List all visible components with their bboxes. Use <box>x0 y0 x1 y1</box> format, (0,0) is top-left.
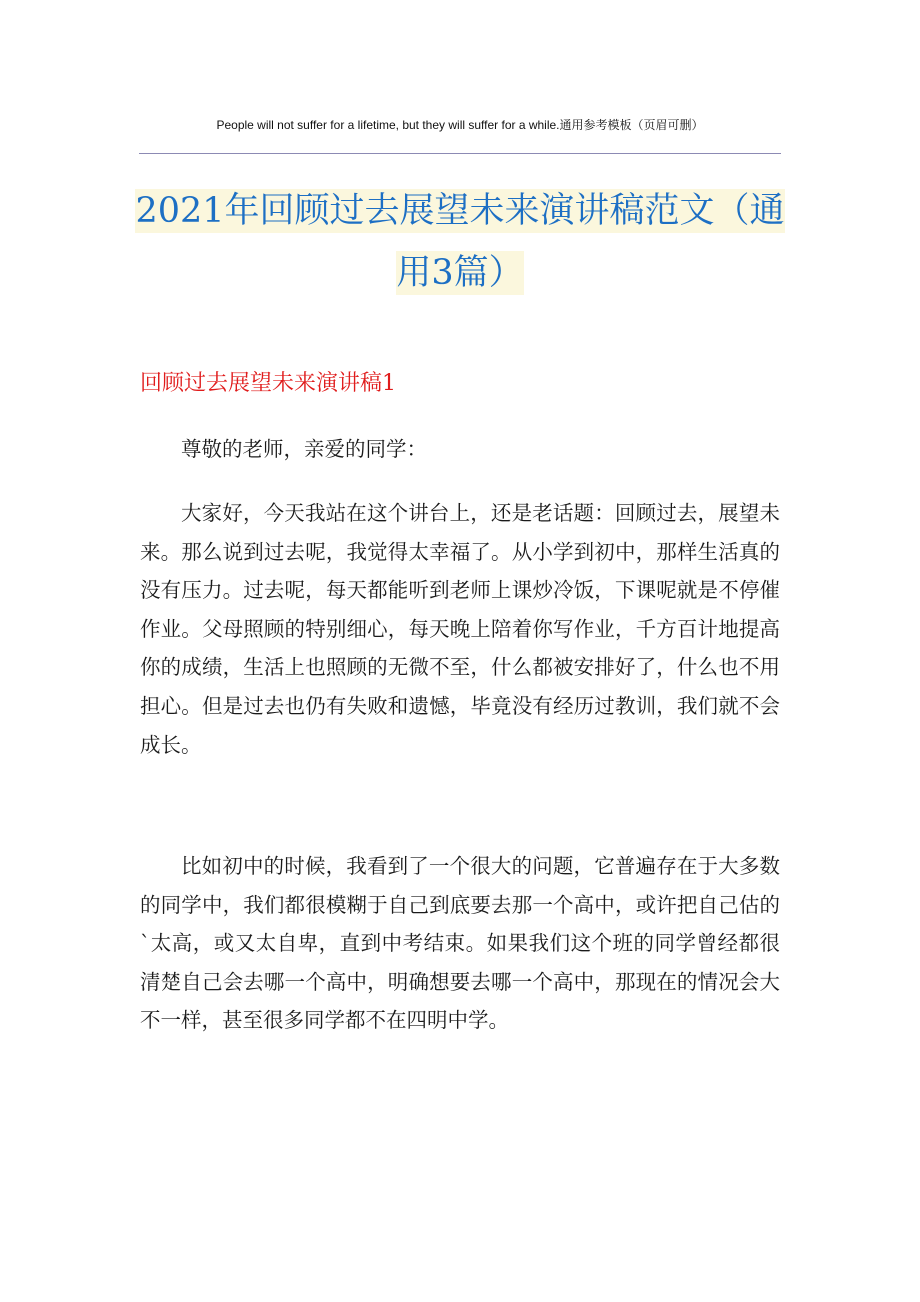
greeting-paragraph: 尊敬的老师，亲爱的同学： <box>181 437 427 461</box>
body-paragraph-2: 比如初中的时候，我看到了一个很大的问题，它普遍存在于大多数的同学中，我们都很模糊于自己到底要去那一个高中，或许把自己估的`太高，或又太自卑，直到中考结束。如果我们这个班的同学曾经都很清楚自己会去哪一个高中，明确想要去哪一个高中，那现在的情况会大不一样，甚至很多同学都不在四明中学。 <box>140 854 780 1033</box>
document-title <box>120 180 800 304</box>
body-paragraph-1: 大家好，今天我站在这个讲台上，还是老话题：回顾过去，展望未来。那么说到过去呢，我觉得太幸福了。从小学到初中，那样生活真的没有压力。过去呢，每天都能听到老师上课炒冷饭，下课呢就是不停催作业。父母照顾的特别细心，每天晚上陪着你写作业，千方百计地提高你的成绩，生活上也照顾的无微不至，什么都被安排好了，什么也不用担心。但是过去也仍有失败和遗憾，毕竟没有经历过教训，我们就不会成长。 <box>140 501 780 757</box>
page-header: People will not suffer for a lifetime, but they will suffer for a while.通用参考模板（页眉可删） <box>216 118 704 132</box>
document-title-text: 2021年回顾过去展望未来演讲稿范文（通用3篇） <box>135 191 785 293</box>
header-divider <box>139 153 781 154</box>
section-heading: 回顾过去展望未来演讲稿1 <box>140 371 396 396</box>
